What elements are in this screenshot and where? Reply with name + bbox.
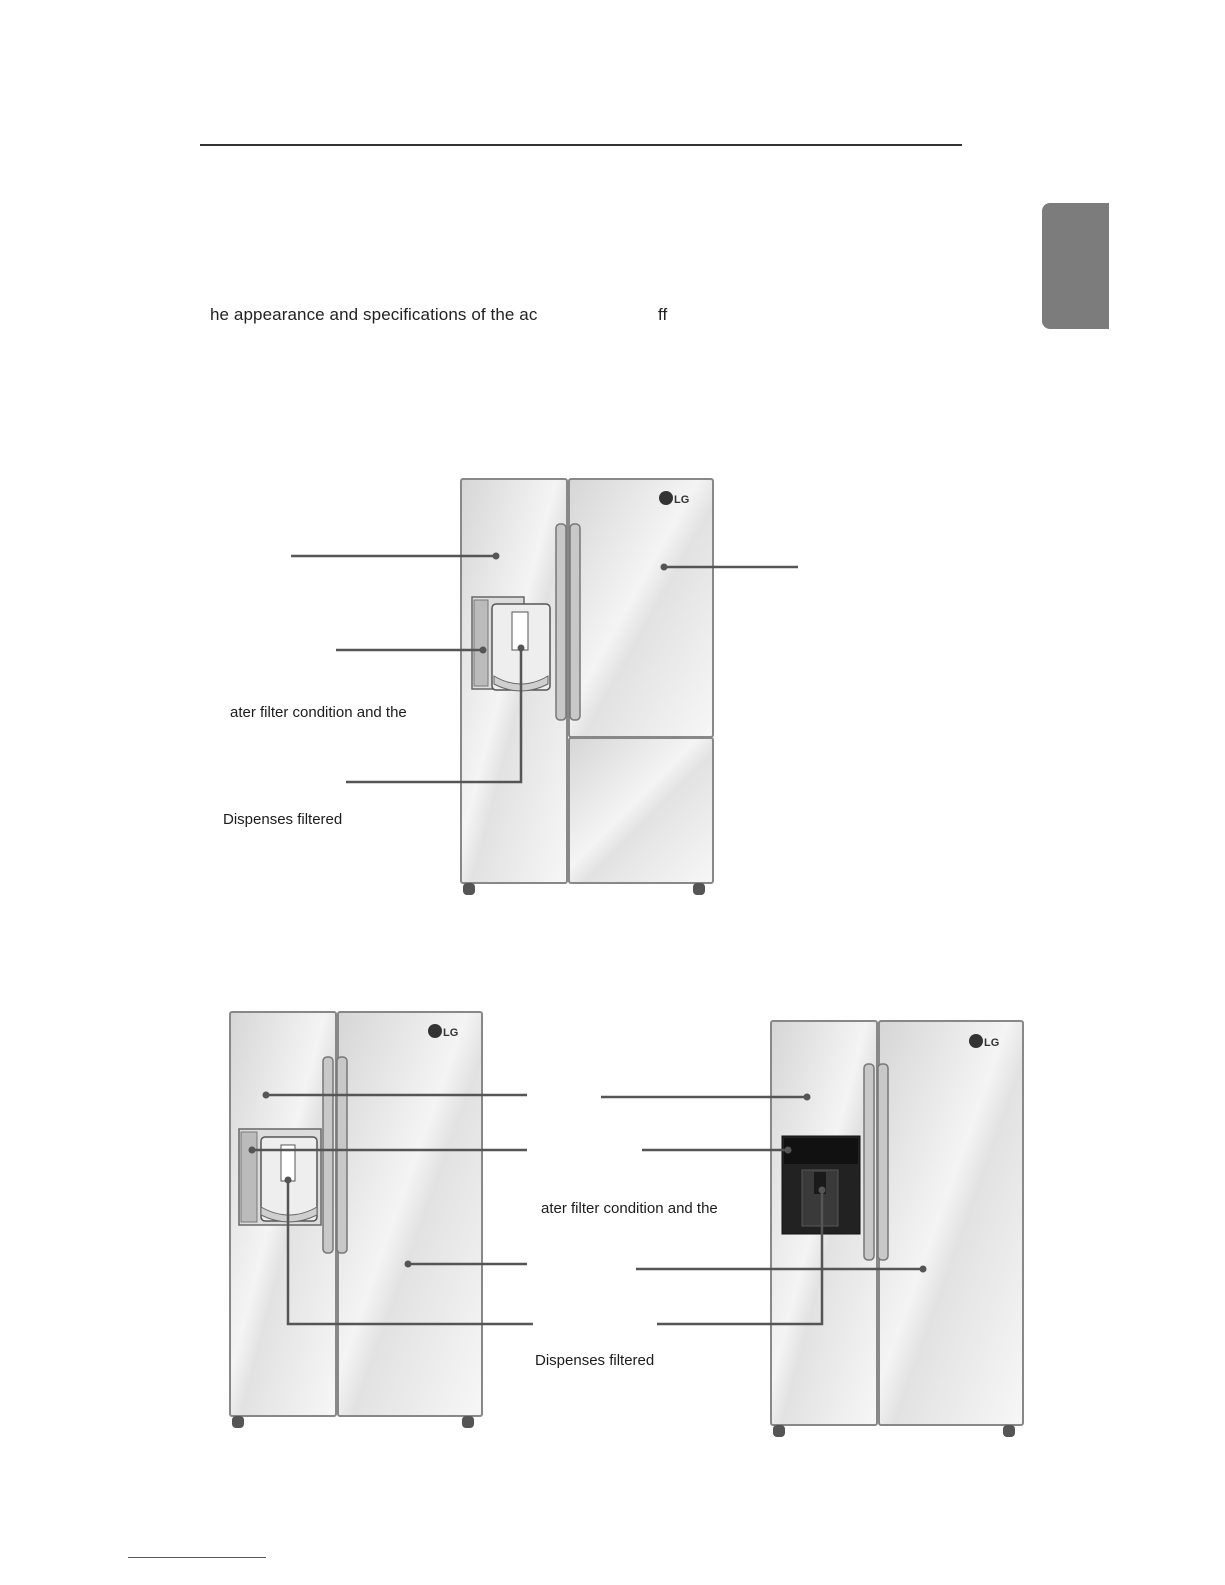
refrigerator-illustration-1 [460,478,715,903]
svg-text:LG: LG [674,494,690,506]
lg-logo-icon [969,1034,999,1049]
callout-label-water-filter: ater filter condition and the [541,1200,718,1217]
callout-label-water-filter: ater filter condition and the [230,704,407,721]
callout-label-dispenses: Dispenses filtered [223,811,343,828]
lg-logo-icon [659,491,689,506]
svg-text:LG: LG [443,1027,459,1039]
header-rule [200,144,962,146]
callout-label-dispenses: Dispenses filtered [535,1352,655,1369]
svg-text:LG: LG [984,1037,1000,1049]
chapter-side-tab [1042,203,1109,329]
footer-link-underline [128,1557,266,1558]
intro-text: he appearance and specifications of the ac ff [210,305,668,324]
refrigerator-illustration-2-right [770,1020,1025,1445]
lg-logo-icon [428,1024,458,1039]
refrigerator-illustration-2-left [229,1011,484,1436]
